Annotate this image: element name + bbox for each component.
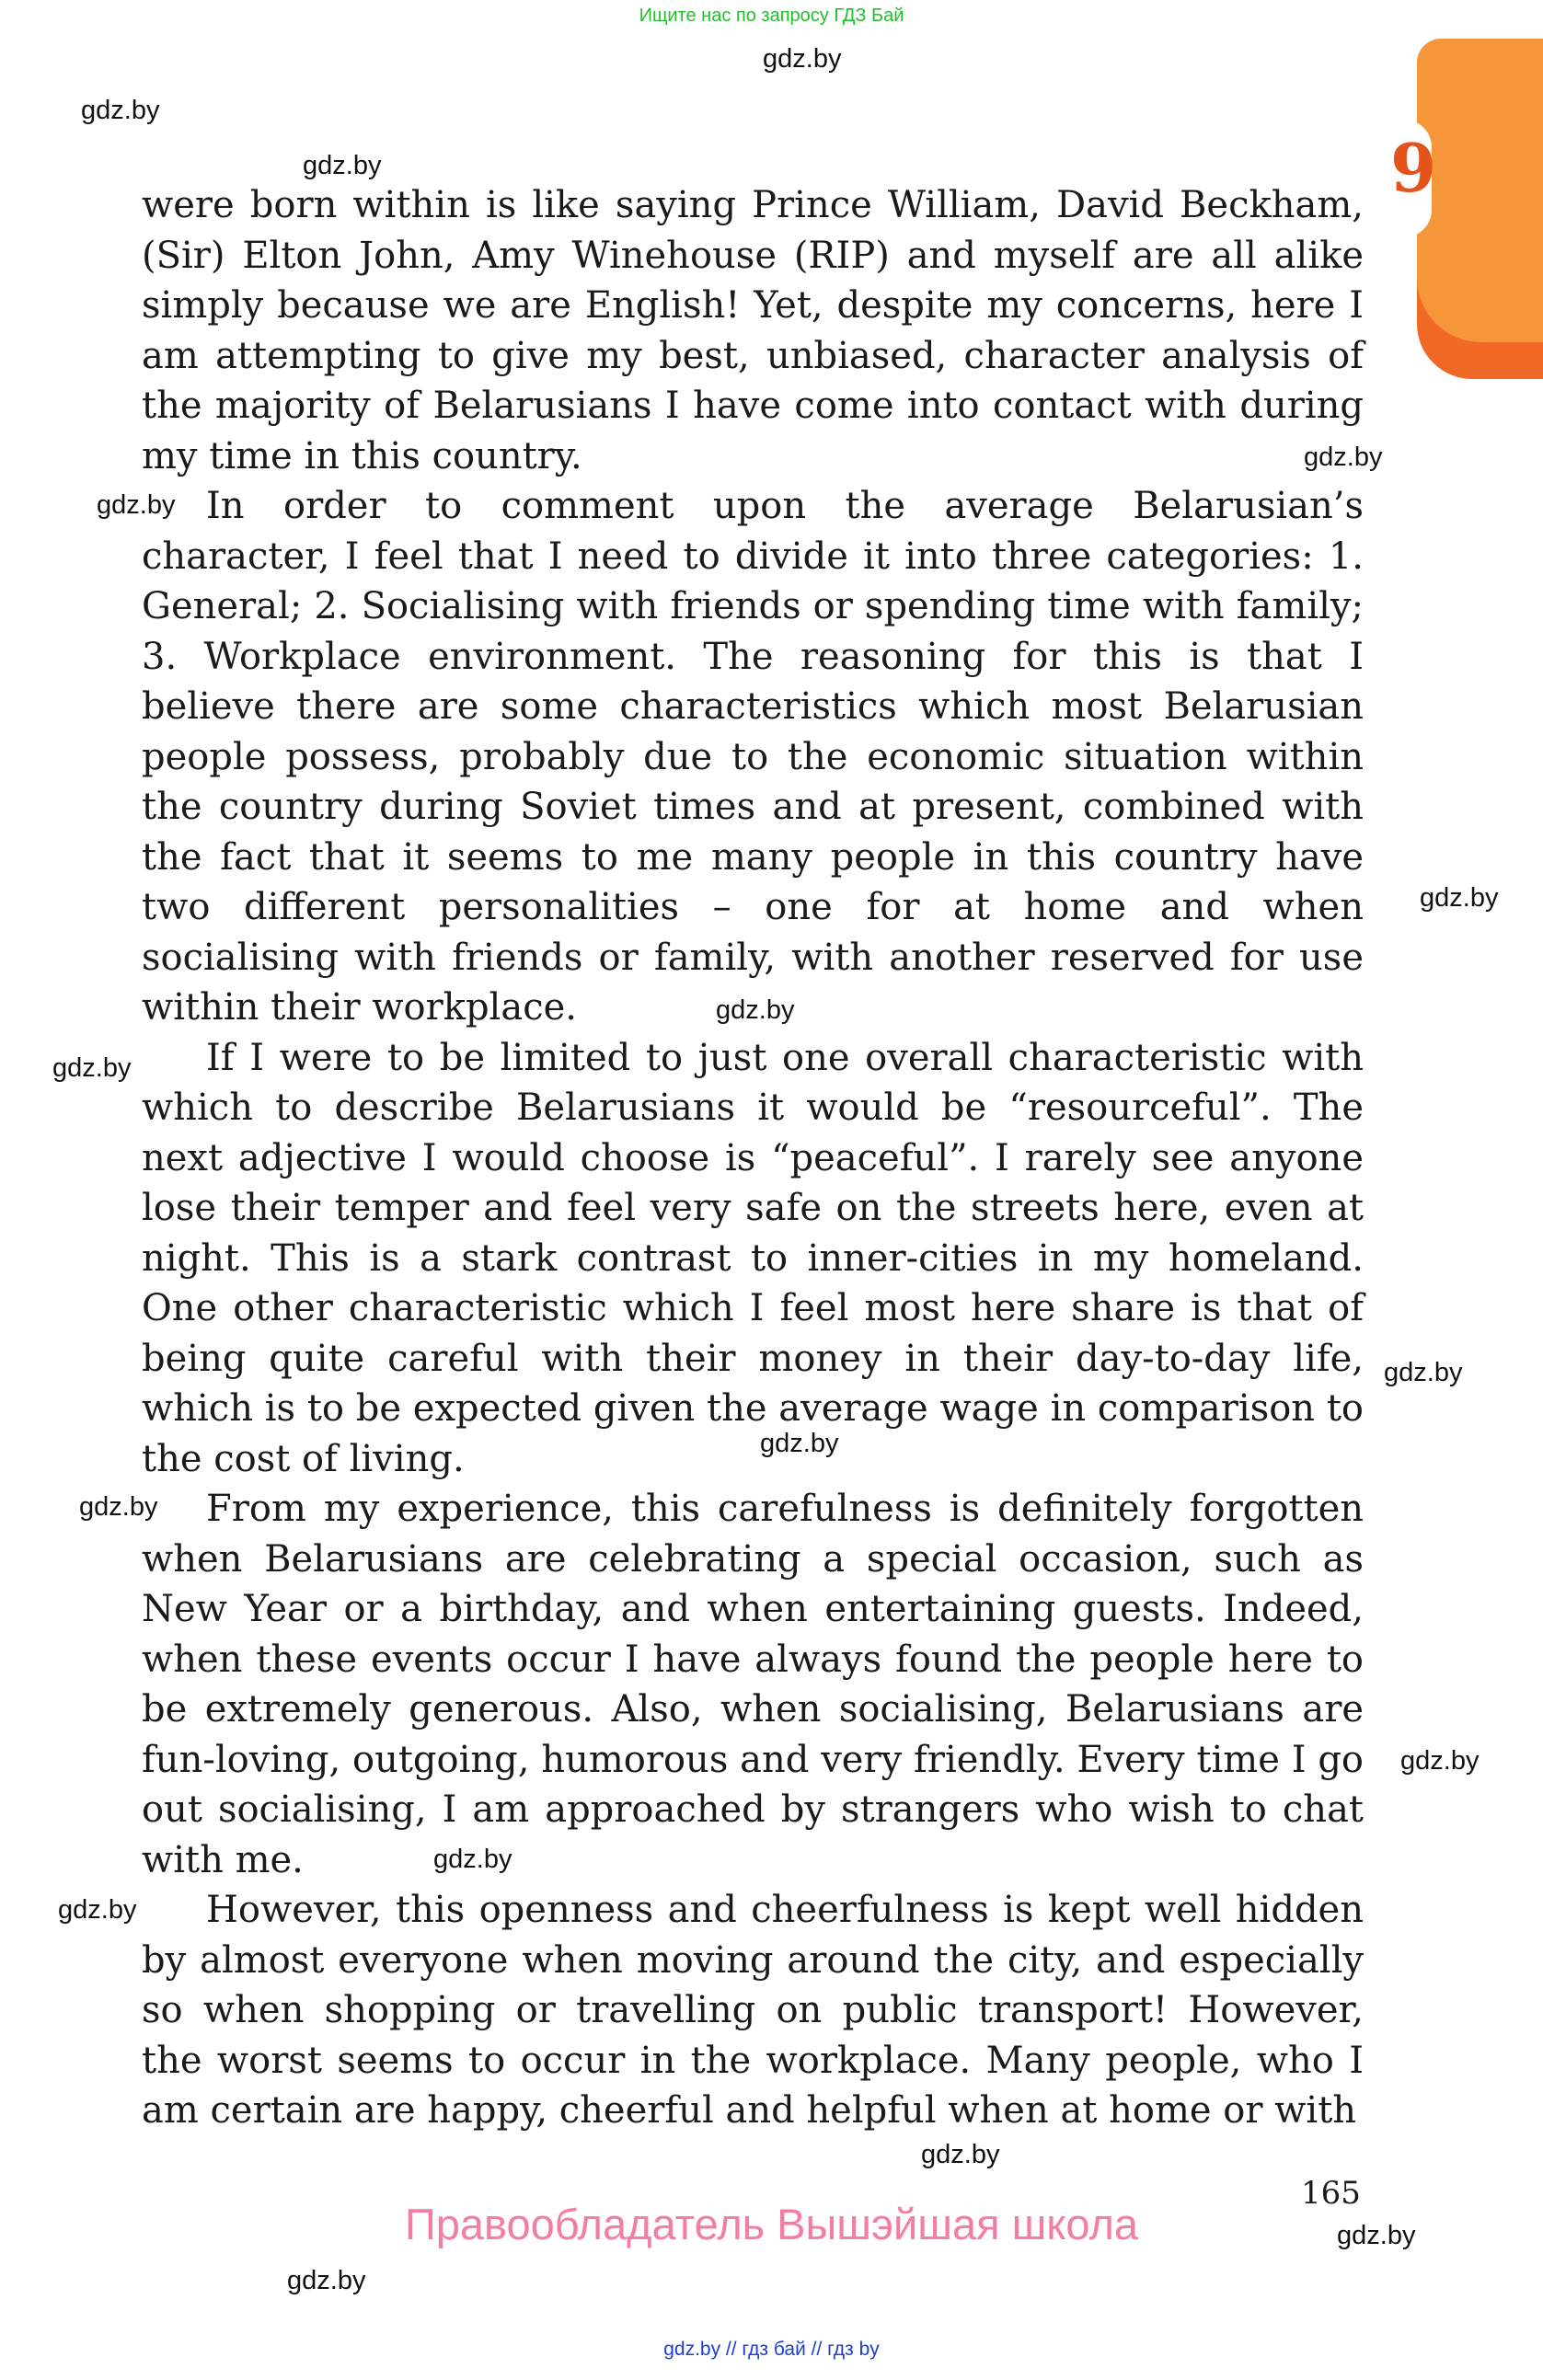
paragraph: In order to comment upon the average Belarusian’s character, I feel that I need to divide it into three categories: 1. General; 2. Socialising with friends or spending time with family; 3. Workplace environment. The reasoning for this is that I believe there are some characteristics which most Belarusian people possess, probably due to the economic situation within the country during Soviet times and at present, combined with the fact that it seems to me many people in this country have two different personalities – one for at home and when socialising with friends or family, with another reserved for use within their workplace. xyxy=(142,485,1364,1029)
watermark: gdz.by xyxy=(1400,1746,1480,1776)
paragraph: If I were to be limited to just one overall characteristic with which to describe Belarusians it would be “resourceful”. The next adjective I would choose is “peaceful”. I rarely see anyone lose their temper and feel very safe on the streets here, even at night. This is a stark contrast to inner-cities in my homeland. One other characteristic which I feel most here share is that of being quite careful with their money in their day-to-day life, which is to be expected given the average wage in comparison to the cost of living. xyxy=(142,1036,1364,1480)
watermark: gdz.by xyxy=(763,44,842,74)
watermark: gdz.by xyxy=(58,1895,137,1925)
watermark: gdz.by xyxy=(81,96,160,125)
paragraph: From my experience, this carefulness is definitely forgotten when Belarusians are celebrating a special occasion, such as New Year or a birthday, and when entertaining guests. Indeed, when these events occur I have always found the people here to be extremely generous. Also, when socialising, Belarusians are fun-loving, outgoing, humorous and very friendly. Every time I go out socialising, I am approached by strangers who wish to chat with me. xyxy=(142,1488,1364,1881)
chapter-number: 9 xyxy=(1389,129,1437,207)
rights-holder: Правообладатель Вышэйшая школа xyxy=(404,2200,1139,2248)
watermark: gdz.by xyxy=(1304,443,1383,472)
watermark: gdz.by xyxy=(921,2140,1000,2169)
bottom-banner: gdz.by // гдз бай // гдз by xyxy=(663,2339,880,2360)
watermark: gdz.by xyxy=(97,490,176,520)
watermark: gdz.by xyxy=(1420,883,1499,913)
paragraph: However, this openness and cheerfulness is kept well hidden by almost everyone when moving around the city, and especially so when shopping or travelling on public transport! However, the worst seems to occur in the workplace. Many people, who I am certain are happy, cheerful and helpful when at home or with xyxy=(142,1889,1364,2132)
body-text xyxy=(142,180,1364,2136)
watermark: gdz.by xyxy=(303,151,382,180)
watermark: gdz.by xyxy=(716,995,795,1025)
watermark: gdz.by xyxy=(52,1053,132,1083)
watermark: gdz.by xyxy=(287,2266,366,2295)
page-number: 165 xyxy=(1301,2175,1361,2212)
watermark: gdz.by xyxy=(1384,1358,1463,1387)
paragraph: were born within is like saying Prince William, David Beckham, (Sir) Elton John, Amy Winehouse (RIP) and myself are all alike simply because we are English! Yet, despite my concerns, here I am attempting to give my best, unbiased, character analysis of the majority of Belarusians I have come into contact with during my time in this country. xyxy=(142,184,1364,477)
watermark: gdz.by xyxy=(1337,2221,1416,2250)
watermark: gdz.by xyxy=(79,1492,158,1522)
watermark: gdz.by xyxy=(433,1845,512,1874)
watermark: gdz.by xyxy=(760,1429,839,1458)
top-banner: Ищите нас по запросу ГДЗ Бай xyxy=(639,6,904,26)
